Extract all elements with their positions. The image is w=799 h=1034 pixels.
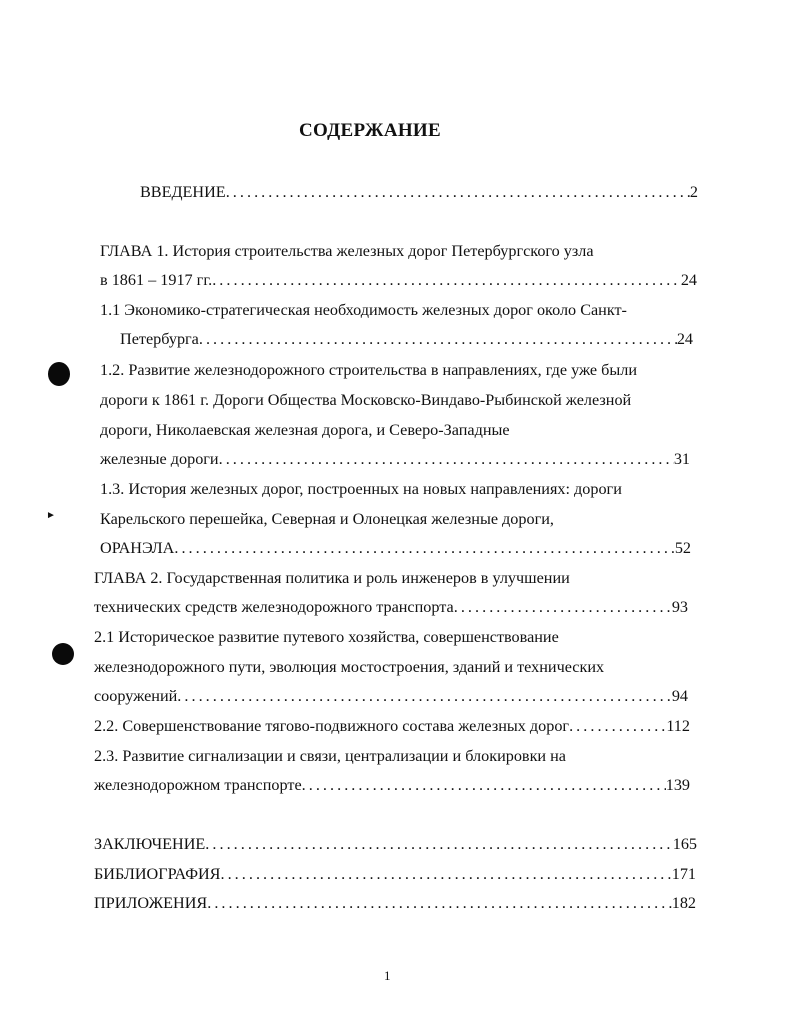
- toc-page-number: 24: [676, 330, 693, 348]
- toc-section-1-3-title[interactable]: 1.3. История железных дорог, построенных на новых направлениях: дороги: [100, 480, 622, 498]
- dot-leader: [226, 181, 690, 203]
- dot-leader: [177, 685, 672, 707]
- dot-leader: [220, 863, 671, 885]
- dot-leader: [174, 537, 674, 559]
- toc-page-number: 93: [671, 598, 688, 616]
- toc-section-2-3-title[interactable]: 2.3. Развитие сигнализации и связи, централизации и блокировки на: [94, 747, 566, 765]
- toc-section-1-2-title[interactable]: 1.2. Развитие железнодорожного строительства в направлениях, где уже были: [100, 361, 638, 379]
- toc-page-number: 112: [666, 717, 690, 735]
- toc-section-2-1-title[interactable]: 2.1 Историческое развитие путевого хозяйства, совершенствование: [94, 628, 559, 646]
- toc-entry-conclusion[interactable]: [94, 833, 697, 855]
- toc-entry-label: железнодорожном транспорте: [94, 776, 302, 794]
- toc-entry-chapter-2[interactable]: [94, 596, 688, 618]
- toc-entry-bibliography[interactable]: [94, 863, 696, 885]
- ink-blot: [52, 643, 74, 665]
- toc-entry-section-2-2[interactable]: [94, 715, 690, 737]
- toc-entry-label: ЗАКЛЮЧЕНИЕ: [94, 835, 206, 853]
- toc-section-1-2-line: дороги, Николаевская железная дорога, и Северо-Западные: [100, 421, 510, 439]
- dot-leader: [454, 596, 672, 618]
- toc-page-number: 139: [665, 776, 690, 794]
- dot-leader: [569, 715, 666, 737]
- toc-page-number: 2: [689, 183, 698, 201]
- toc-entry-label: ОРАНЭЛА: [100, 539, 175, 557]
- toc-section-1-3-line: Карельского перешейка, Северная и Олонецкая железные дороги,: [100, 510, 554, 528]
- dot-leader: [207, 892, 672, 914]
- toc-section-2-1-line: железнодорожного пути, эволюция мостостроения, зданий и технических: [94, 658, 605, 676]
- toc-entry-label: БИБЛИОГРАФИЯ: [94, 865, 221, 883]
- toc-section-1-2-line: дороги к 1861 г. Дороги Общества Московско-Виндаво-Рыбинской железной: [100, 391, 632, 409]
- toc-entry-label: 2.2. Совершенствование тягово-подвижного состава железных дорог: [94, 717, 570, 735]
- page-title: СОДЕРЖАНИЕ: [299, 120, 441, 141]
- toc-page-number: 182: [671, 894, 696, 912]
- toc-entry-label: ВВЕДЕНИЕ: [140, 183, 226, 201]
- toc-page-number: 165: [672, 835, 697, 853]
- toc-entry-section-2-3[interactable]: [94, 774, 690, 796]
- toc-entry-section-2-1[interactable]: [94, 685, 688, 707]
- dot-leader: [219, 448, 674, 470]
- toc-entry-chapter-1[interactable]: [100, 269, 697, 291]
- toc-entry-intro[interactable]: [140, 181, 698, 203]
- page-number: 1: [384, 968, 391, 983]
- toc-entry-label: сооружений: [94, 687, 178, 705]
- toc-page-number: 94: [671, 687, 688, 705]
- toc-section-1-1-title[interactable]: 1.1 Экономико-стратегическая необходимость железных дорог около Санкт-: [100, 301, 627, 319]
- toc-page-number: 24: [680, 271, 697, 289]
- ink-blot: [48, 362, 70, 386]
- toc-page-number: 171: [671, 865, 696, 883]
- toc-page-number: 31: [673, 450, 690, 468]
- toc-entry-label: железные дороги: [100, 450, 219, 468]
- toc-entry-section-1-2[interactable]: [100, 448, 690, 470]
- dot-leader: [199, 328, 677, 350]
- toc-entry-label: технических средств железнодорожного транспорта: [94, 598, 454, 616]
- toc-entry-section-1-3[interactable]: [100, 537, 691, 559]
- toc-chapter-2-title[interactable]: ГЛАВА 2. Государственная политика и роль инженеров в улучшении: [94, 569, 570, 587]
- toc-entry-section-1-1[interactable]: [120, 328, 693, 350]
- toc-entry-label: Петербурга: [120, 330, 199, 348]
- toc-page-number: 52: [674, 539, 691, 557]
- dot-leader: [212, 269, 681, 291]
- toc-entry-label: ПРИЛОЖЕНИЯ: [94, 894, 208, 912]
- dot-leader: [302, 774, 666, 796]
- scan-mark: ►: [46, 510, 56, 521]
- toc-entry-label: в 1861 – 1917 гг.: [100, 271, 213, 289]
- dot-leader: [205, 833, 672, 855]
- toc-chapter-1-title[interactable]: ГЛАВА 1. История строительства железных дорог Петербургского узла: [100, 242, 594, 260]
- toc-entry-appendix[interactable]: [94, 892, 696, 914]
